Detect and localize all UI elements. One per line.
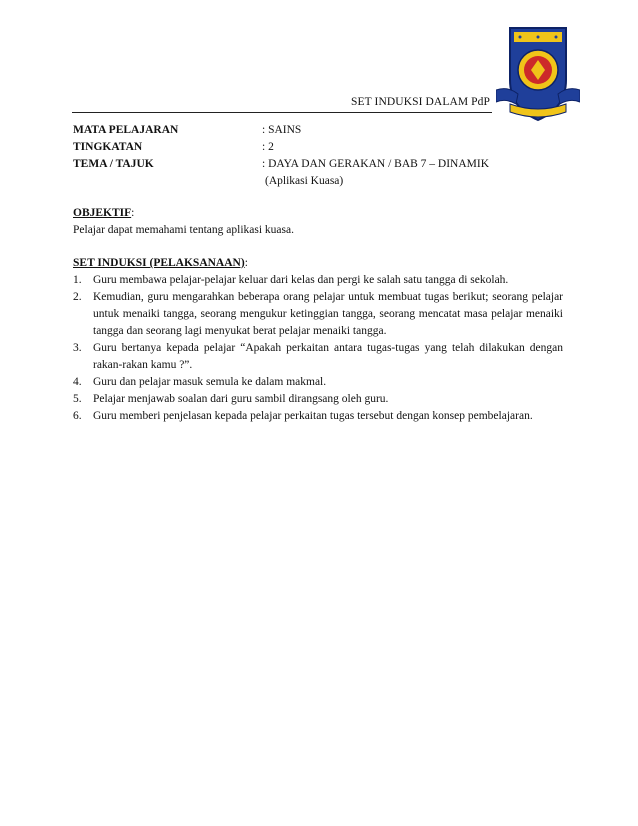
school-crest-logo xyxy=(496,20,580,126)
info-value: : 2 xyxy=(262,141,274,153)
objective-section xyxy=(73,205,563,239)
step-number: 2. xyxy=(73,291,82,303)
induction-heading-line xyxy=(73,255,563,272)
step-text: Guru bertanya kepada pelajar “Apakah perkaitan antara tugas-tugas yang telah dilakukan dengan rakan-rakan kamu ?”. xyxy=(93,342,563,371)
subject-info-block xyxy=(73,122,573,190)
list-item xyxy=(73,391,563,408)
info-row-form xyxy=(73,139,573,156)
step-number: 5. xyxy=(73,393,82,405)
list-item xyxy=(73,289,563,340)
objective-heading-line xyxy=(73,205,563,222)
info-row-theme xyxy=(73,156,573,173)
info-label: MATA PELAJARAN xyxy=(73,124,179,136)
induction-section xyxy=(73,255,563,425)
step-number: 6. xyxy=(73,410,82,422)
step-number: 4. xyxy=(73,376,82,388)
info-value: : SAINS xyxy=(262,124,302,136)
document-header-title: SET INDUKSI DALAM PdP xyxy=(351,96,490,108)
info-row-subject xyxy=(73,122,573,139)
step-text: Pelajar menjawab soalan dari guru sambil dirangsang oleh guru. xyxy=(93,393,389,405)
list-item xyxy=(73,272,563,289)
info-value: : DAYA DAN GERAKAN / BAB 7 – DINAMIK xyxy=(262,158,490,170)
induction-heading: SET INDUKSI (PELAKSANAAN) xyxy=(73,257,245,269)
induction-steps-list xyxy=(73,272,563,425)
objective-text: Pelajar dapat memahami tentang aplikasi kuasa. xyxy=(73,224,294,236)
info-theme-continuation: (Aplikasi Kuasa) xyxy=(265,175,344,187)
list-item xyxy=(73,340,563,374)
induction-heading-colon: : xyxy=(244,257,248,269)
objective-heading-colon: : xyxy=(131,207,135,219)
list-item xyxy=(73,374,563,391)
step-text: Guru membawa pelajar-pelajar keluar dari kelas dan pergi ke salah satu tangga di sekolah. xyxy=(93,274,509,286)
step-text: Guru dan pelajar masuk semula ke dalam makmal. xyxy=(93,376,327,388)
step-number: 3. xyxy=(73,342,82,354)
step-number: 1. xyxy=(73,274,82,286)
step-text: Kemudian, guru mengarahkan beberapa orang pelajar untuk membuat tugas berikut; seorang pelajar untuk menaiki tangga, seorang mengukur ketinggian tangga, seorang mencatat masa pelajar menaiki tangga dan seorang lagi menyukat berat pelajar menaiki tangga. xyxy=(93,291,563,337)
info-label: TEMA / TAJUK xyxy=(73,158,154,170)
objective-heading: OBJEKTIF xyxy=(73,207,132,219)
step-text: Guru memberi penjelasan kepada pelajar perkaitan tugas tersebut dengan konsep pembelajaran. xyxy=(93,410,533,422)
list-item xyxy=(73,408,563,425)
header-divider xyxy=(72,112,492,113)
info-label: TINGKATAN xyxy=(73,141,143,153)
